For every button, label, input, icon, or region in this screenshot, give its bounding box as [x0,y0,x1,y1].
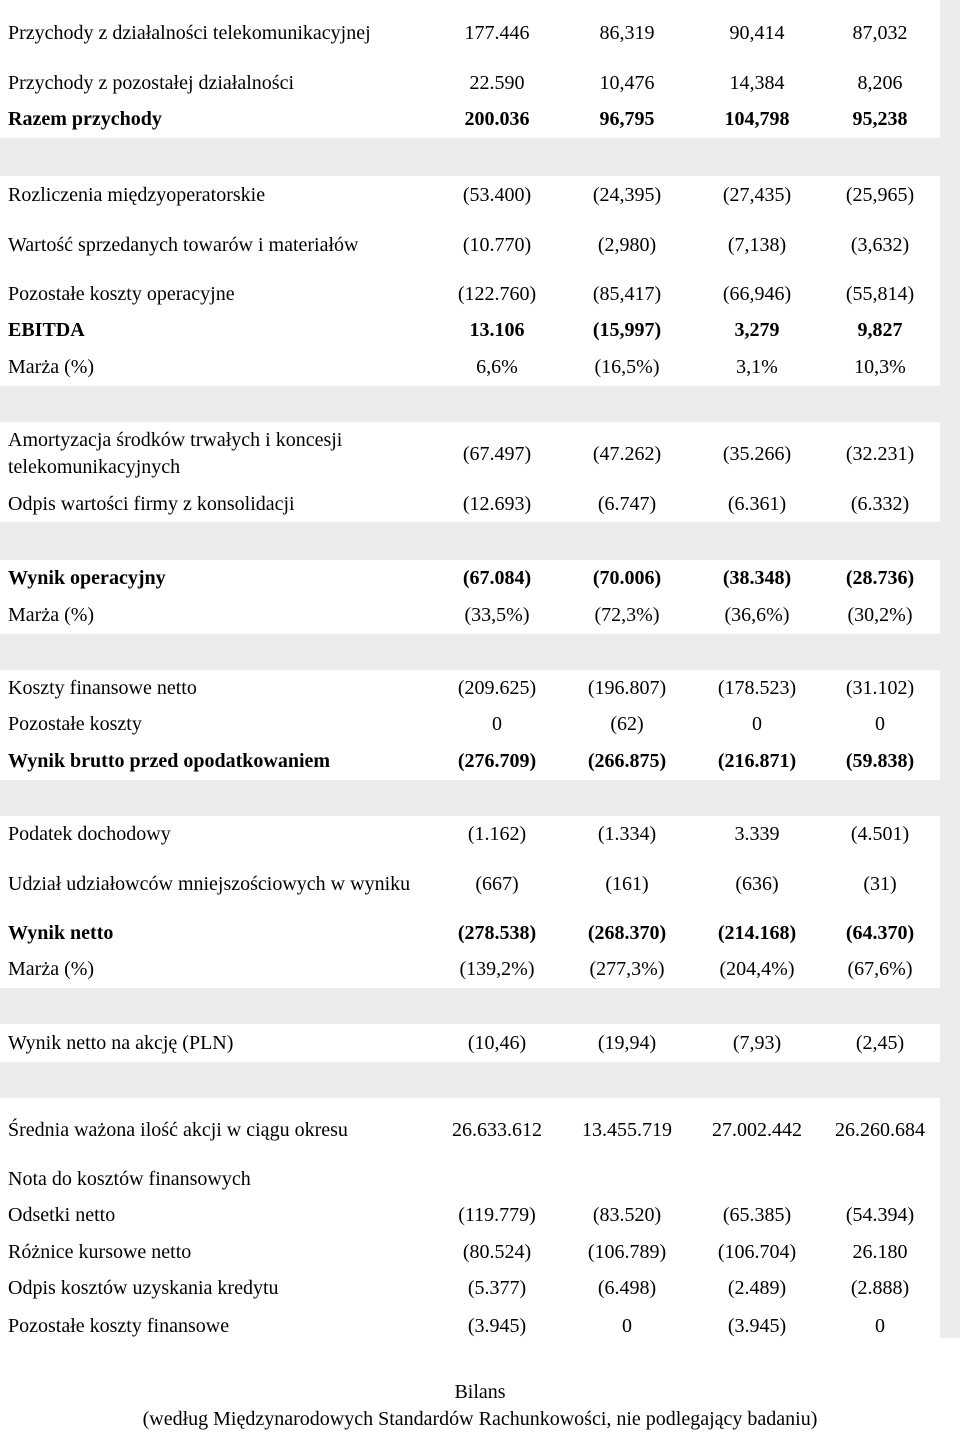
row-label: Marża (%) [8,355,95,378]
cell-col-1: (1.162) [467,822,527,845]
cell-col-3: (27,435) [722,183,792,206]
table-row [0,596,940,634]
cell-col-4: 26.180 [852,1240,908,1263]
table-row [0,312,940,348]
cell-col-2: (47.262) [592,442,662,465]
row-label: EBITDA [8,318,85,341]
cell-col-3: 14,384 [729,71,785,94]
cell-col-2: (266.875) [587,749,667,772]
cell-col-3: (35.266) [722,442,792,465]
cell-col-2 [562,1162,692,1196]
cell-col-3: (216.871) [717,749,797,772]
cell-col-3: (38.348) [722,566,792,589]
section-separator [0,386,940,422]
cell-col-4: 26.260.684 [835,1118,925,1141]
cell-col-1: (12.693) [462,492,532,515]
row-label: Rozliczenia międzyoperatorskie [8,183,266,206]
cell-col-4: (28.736) [845,566,915,589]
cell-col-4: 8,206 [857,71,903,94]
table-row [0,1024,940,1062]
cell-col-4: 9,827 [857,318,903,341]
cell-col-1: (67.497) [462,442,532,465]
section-separator [0,138,940,176]
cell-col-3: 90,414 [729,21,785,44]
row-label: Marża (%) [8,603,95,626]
cell-col-4: 10,3% [854,355,906,378]
cell-col-2: (6.747) [597,492,657,515]
table-row [0,348,940,386]
table-row [0,560,940,596]
cell-col-1: 13.106 [469,318,525,341]
row-label: Nota do kosztów finansowych [8,1167,251,1190]
cell-col-3: (204,4%) [719,957,795,980]
row-label: Przychody z działalności telekomunikacyjnej [8,21,371,44]
cell-col-3: (65.385) [722,1203,792,1226]
footer-title: Bilans [454,1381,506,1403]
row-label: Wynik brutto przed opodatkowaniem [8,749,331,772]
cell-col-3: (2.489) [727,1276,787,1299]
row-label: Razem przychody [8,107,162,130]
cell-col-4 [815,1162,945,1196]
cell-col-2: (72,3%) [594,603,660,626]
cell-col-1: (278.538) [457,921,537,944]
table-row [0,66,940,100]
cell-col-3: (106.704) [717,1240,797,1263]
cell-col-1: (67.084) [462,566,532,589]
cell-col-4: (2,45) [855,1031,905,1054]
row-label: Pozostałe koszty [8,712,142,735]
section-separator [0,1062,940,1098]
cell-col-2: (62) [610,712,644,735]
cell-col-4: (59.838) [845,749,915,772]
cell-col-2: (6.498) [597,1276,657,1299]
cell-col-4: (54.394) [845,1203,915,1226]
cell-col-1: (667) [475,872,519,895]
cell-col-2: 86,319 [599,21,655,44]
cell-col-2: 10,476 [599,71,655,94]
cell-col-2: 13.455.719 [582,1118,672,1141]
cell-col-2: 96,795 [599,107,655,130]
row-label: Wynik operacyjny [8,566,166,589]
table-row [0,422,940,486]
table-row [0,1196,940,1234]
cell-col-1: 22.590 [469,71,525,94]
cell-col-1 [432,1162,562,1196]
table-row [0,276,940,312]
cell-col-2: (15,997) [592,318,662,341]
cell-col-3: (3.945) [727,1314,787,1337]
cell-col-3: (636) [735,872,779,895]
cell-col-4: (64.370) [845,921,915,944]
cell-col-4: (30,2%) [847,603,913,626]
cell-col-4: 95,238 [852,107,908,130]
table-row [0,1162,940,1196]
cell-col-1: (139,2%) [459,957,535,980]
cell-col-3: 3.339 [734,822,780,845]
cell-col-1: (33,5%) [464,603,530,626]
section-separator [0,522,940,560]
row-label: Odpis kosztów uzyskania kredytu [8,1276,279,1299]
cell-col-1: 200.036 [464,107,530,130]
cell-col-4: (55,814) [845,282,915,305]
cell-col-3: (178.523) [717,676,797,699]
cell-col-1: (80.524) [462,1240,532,1263]
cell-col-2: (85,417) [592,282,662,305]
footer-subtitle: (według Międzynarodowych Standardów Rachunkowości, nie podlegający badaniu) [142,1408,818,1430]
cell-col-2: (24,395) [592,183,662,206]
table-row [0,100,940,138]
table-row [0,0,940,66]
cell-col-1: (276.709) [457,749,537,772]
cell-col-4: 0 [875,1314,885,1337]
cell-col-1: (53.400) [462,183,532,206]
cell-col-2: (70.006) [592,566,662,589]
cell-col-1: (209.625) [457,676,537,699]
cell-col-3: 3,1% [736,355,778,378]
cell-col-1: (3.945) [467,1314,527,1337]
cell-col-3: 27.002.442 [712,1118,802,1141]
table-row [0,742,940,780]
table-row [0,1270,940,1306]
table-row [0,950,940,988]
cell-col-1: (10.770) [462,233,532,256]
row-label: Podatek dochodowy [8,822,171,845]
cell-col-1: 0 [492,712,502,735]
cell-col-4: (67,6%) [847,957,913,980]
cell-col-3: (214.168) [717,921,797,944]
table-row [0,852,940,916]
row-label: Wynik netto [8,921,114,944]
table-row [0,1234,940,1270]
cell-col-2: (106.789) [587,1240,667,1263]
table-row [0,916,940,950]
table-row [0,670,940,706]
cell-col-1: 26.633.612 [452,1118,542,1141]
cell-col-4: (6.332) [850,492,910,515]
row-label: Wartość sprzedanych towarów i materiałów [8,233,359,256]
row-label: Różnice kursowe netto [8,1240,192,1263]
cell-col-4: (31) [863,872,897,895]
cell-col-1: 177.446 [464,21,530,44]
cell-col-3: (7,138) [727,233,787,256]
section-separator [0,634,940,670]
table-row [0,1098,940,1162]
table-row [0,176,940,214]
cell-col-1: 6,6% [476,355,518,378]
cell-col-4: 87,032 [852,21,908,44]
row-label: Pozostałe koszty operacyjne [8,282,235,305]
row-label: Amortyzacja środków trwałych i koncesji telekomunikacyjnych [8,429,343,478]
cell-col-1: (10,46) [467,1031,527,1054]
cell-col-3: 3,279 [734,318,780,341]
cell-col-2: (1.334) [597,822,657,845]
cell-col-2: (83.520) [592,1203,662,1226]
row-label: Marża (%) [8,957,95,980]
cell-col-3: 104,798 [724,107,790,130]
cell-col-4: (4.501) [850,822,910,845]
cell-col-2: (161) [605,872,649,895]
row-label: Pozostałe koszty finansowe [8,1314,230,1337]
row-label: Odsetki netto [8,1203,116,1226]
section-separator [0,780,940,816]
row-label: Udział udziałowców mniejszościowych w wyniku [8,872,411,895]
table-row [0,486,940,522]
cell-col-1: (122.760) [457,282,537,305]
cell-col-3: (66,946) [722,282,792,305]
cell-col-3: (6.361) [727,492,787,515]
cell-col-4: (3,632) [850,233,910,256]
cell-col-1: (5.377) [467,1276,527,1299]
cell-col-4: (25,965) [845,183,915,206]
cell-col-2: (2,980) [597,233,657,256]
cell-col-3: (7,93) [732,1031,782,1054]
cell-col-2: (277,3%) [589,957,665,980]
row-label: Wynik netto na akcję (PLN) [8,1031,234,1054]
cell-col-2: (268.370) [587,921,667,944]
cell-col-1: (119.779) [458,1203,536,1226]
cell-col-3: 0 [752,712,762,735]
cell-col-4: (32.231) [845,442,915,465]
table-row [0,706,940,742]
table-row [0,214,940,276]
cell-col-2: (196.807) [587,676,667,699]
table-row [0,1306,940,1346]
cell-col-4: (31.102) [845,676,915,699]
table-row [0,816,940,852]
cell-col-4: 0 [875,712,885,735]
cell-col-2: (19,94) [597,1031,657,1054]
cell-col-3: (36,6%) [724,603,790,626]
row-label: Odpis wartości firmy z konsolidacji [8,492,295,515]
cell-col-2: 0 [622,1314,632,1337]
cell-col-2: (16,5%) [594,355,660,378]
row-label: Przychody z pozostałej działalności [8,71,295,94]
section-separator [0,988,940,1024]
cell-col-4: (2.888) [850,1276,910,1299]
row-label: Koszty finansowe netto [8,676,197,699]
row-label: Średnia ważona ilość akcji w ciągu okresu [8,1118,348,1141]
cell-col-3 [692,1162,822,1196]
